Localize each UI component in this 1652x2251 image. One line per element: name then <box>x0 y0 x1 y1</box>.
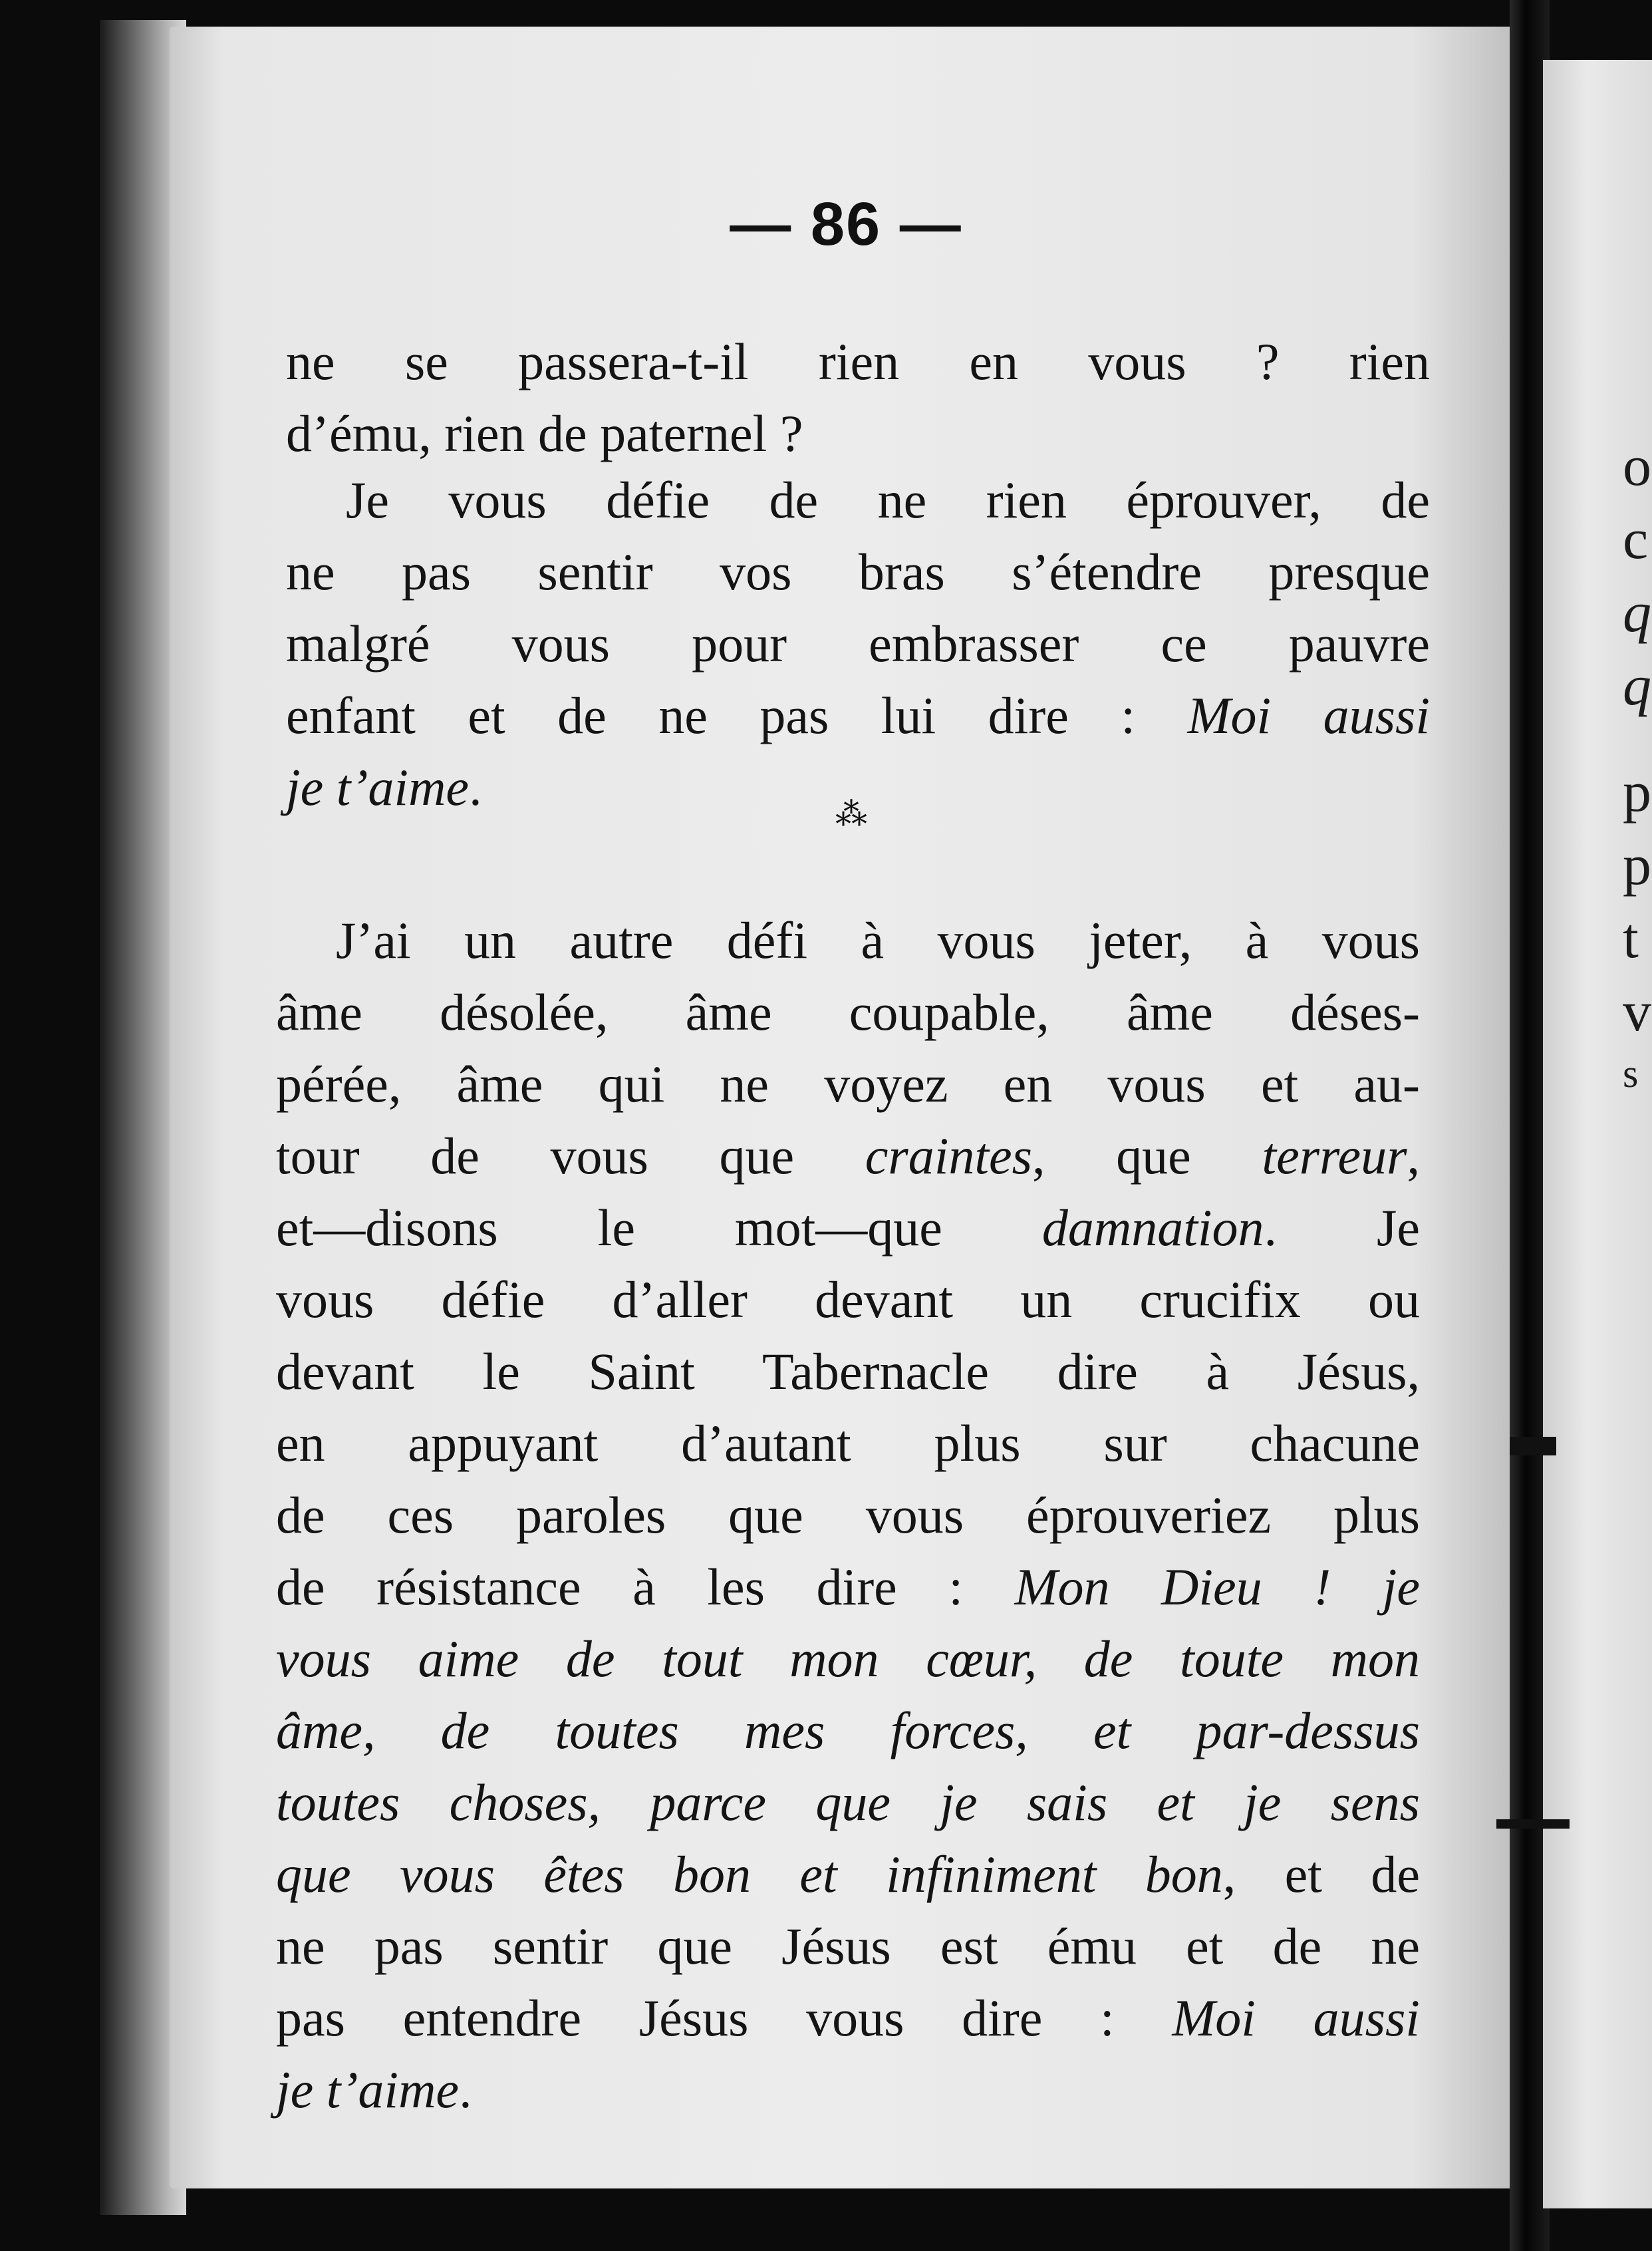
text-line <box>276 2054 1420 2126</box>
page-edge-mark <box>1510 1437 1556 1455</box>
text-line <box>276 1120 1420 1192</box>
text-run: , <box>1407 1127 1420 1185</box>
facing-page-letter: s <box>1623 1052 1639 1096</box>
text-line: ne se passera-t-il rien en vous ? rien <box>286 333 1430 390</box>
italic-run: damnation <box>1041 1199 1264 1257</box>
facing-page-letter: o <box>1623 434 1651 498</box>
text-line: de ces paroles que vous éprouveriez plus <box>276 1486 1420 1544</box>
text-run: enfant et de ne pas lui dire : <box>286 686 1188 744</box>
text-run: pas entendre Jésus vous dire : <box>276 1989 1172 2047</box>
text-line: en appuyant d’autant plus sur chacune <box>276 1414 1420 1472</box>
text-line <box>276 1982 1420 2054</box>
facing-page-letter: q <box>1623 653 1651 717</box>
text-run: de résistance à les dire : <box>276 1558 1015 1616</box>
italic-run: terreur <box>1262 1127 1407 1185</box>
paragraph-1 <box>286 326 1430 470</box>
section-separator: ⁂ <box>835 796 867 833</box>
text-line: pérée, âme qui ne voyez en vous et au- <box>276 1055 1420 1113</box>
text-line: ne pas sentir que Jésus est ému et de ne <box>276 1917 1420 1975</box>
italic-run: je t’aime <box>286 758 470 816</box>
italic-run: Mon Dieu ! je <box>1014 1558 1420 1616</box>
facing-page-letter: p <box>1623 833 1651 897</box>
facing-page-letter: q <box>1623 580 1651 644</box>
text-line: devant le Saint Tabernacle dire à Jésus, <box>276 1342 1420 1400</box>
text-line: malgré vous pour embrasser ce pauvre <box>286 615 1430 673</box>
italic-run: je t’aime <box>276 2061 460 2119</box>
text-line <box>276 1839 1420 1910</box>
text-run: . Je <box>1264 1199 1420 1257</box>
facing-page-letter: p <box>1623 760 1651 824</box>
text-line: ne pas sentir vos bras s’étendre presque <box>286 543 1430 601</box>
italic-run: que vous êtes bon et infiniment bon <box>276 1845 1223 1903</box>
text-line: Je vous défie de ne rien éprouver, de <box>346 471 1430 529</box>
paragraph-3 <box>276 905 1420 2126</box>
text-line: d’ému, rien de paternel ? <box>286 404 803 462</box>
text-line <box>276 1623 1420 1695</box>
text-run: . <box>469 758 482 816</box>
text-line: J’ai un autre défi à vous jeter, à vous <box>336 911 1420 969</box>
text-line: vous défie d’aller devant un crucifix ou <box>276 1271 1420 1328</box>
italic-run: craintes <box>865 1127 1033 1185</box>
text-run: tour de vous que <box>276 1127 865 1185</box>
text-line <box>276 1767 1420 1839</box>
text-run: et—disons le mot—que <box>276 1199 1042 1257</box>
italic-run: Moi aussi <box>1172 1989 1420 2047</box>
text-line <box>276 1695 1420 1767</box>
facing-page-letter: c <box>1623 507 1649 571</box>
text-line <box>276 1551 1420 1623</box>
text-run: . <box>459 2061 472 2119</box>
text-line: âme désolée, âme coupable, âme déses- <box>276 983 1420 1041</box>
text-run: , et de <box>1222 1845 1420 1903</box>
text-line <box>286 680 1430 752</box>
paragraph-2 <box>286 464 1430 824</box>
text-line <box>276 1192 1420 1264</box>
page-edge-mark <box>1496 1819 1570 1829</box>
italic-run: vous aime de tout mon cœur, de toute mon <box>276 1630 1420 1688</box>
italic-run: Moi aussi <box>1187 686 1431 744</box>
italic-run: âme, de toutes mes forces, et par-dessus <box>276 1702 1420 1759</box>
facing-page-letter: v <box>1623 979 1651 1043</box>
facing-page-letter: t <box>1623 906 1639 970</box>
text-run: , que <box>1032 1127 1262 1185</box>
facing-page-fragment <box>1543 60 1652 2208</box>
italic-run: toutes choses, parce que je sais et je sens <box>276 1773 1420 1831</box>
page-number: — 86 — <box>730 190 962 258</box>
